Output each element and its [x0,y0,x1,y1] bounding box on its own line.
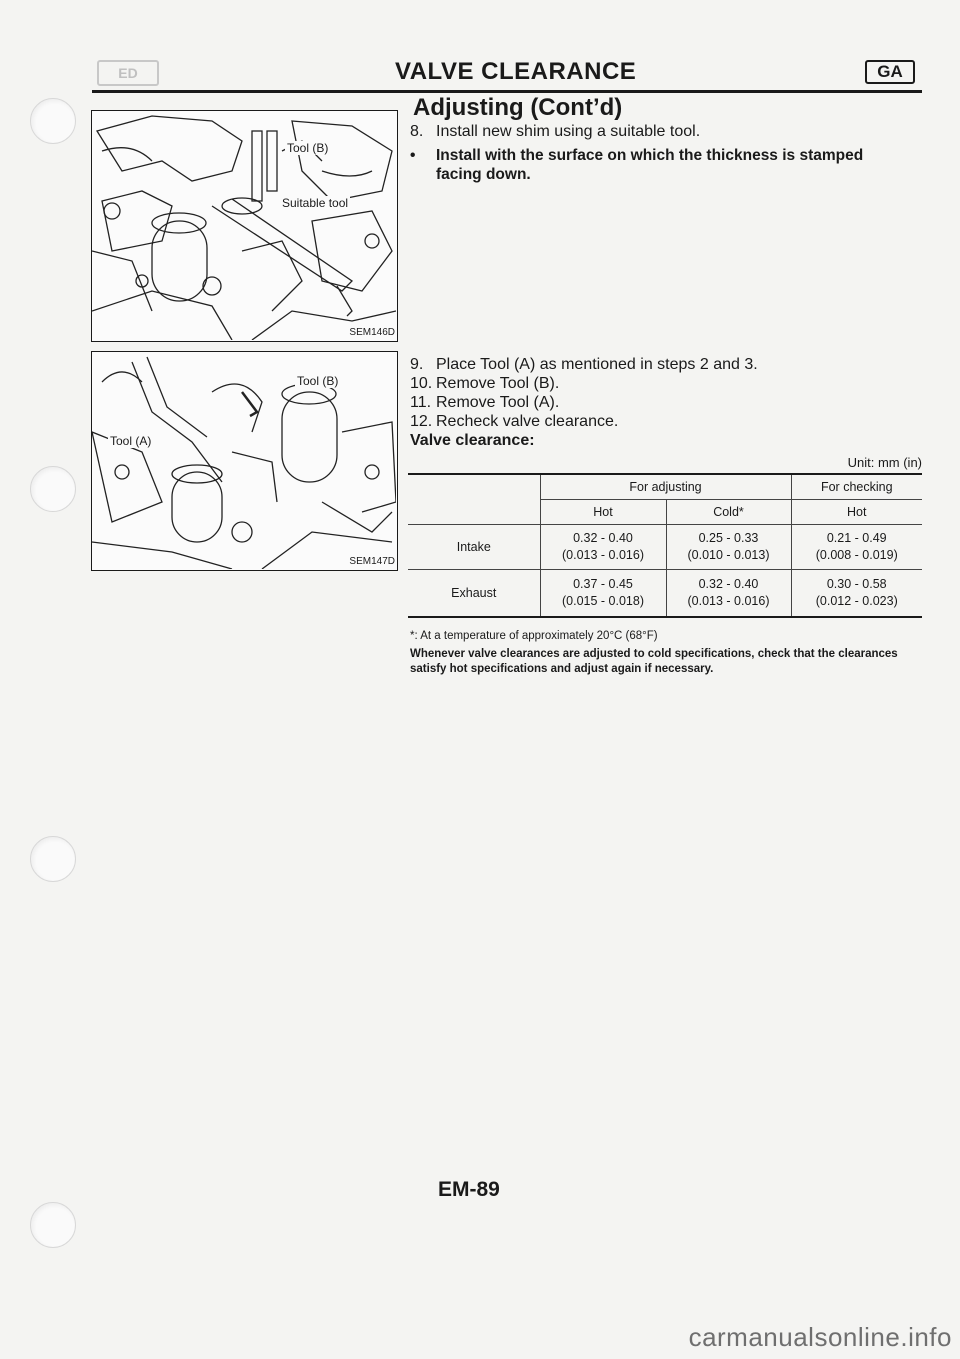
callout-tool-b: Tool (B) [287,141,329,155]
step-9 [410,356,758,374]
page-number: EM-89 [438,1178,500,1201]
cell: 0.30 - 0.58 (0.012 - 0.023) [791,570,922,618]
binder-hole [30,1202,76,1248]
step-11 [410,394,559,412]
step-number: 9. [410,356,424,373]
bullet-text-line2: facing down. [436,166,531,183]
step-number: 12. [410,413,433,430]
valve-clearance-label: Valve clearance: [410,432,535,449]
warning-note: Whenever valve clearances are adjusted to cold specifications, check that the clearances satisfy hot specifications and adjust again if necessary. [410,648,898,675]
table-corner-cell [408,474,540,525]
cell: 0.32 - 0.40 (0.013 - 0.016) [666,570,791,618]
step-12 [410,413,618,431]
figure-code: SEM146D [349,327,395,338]
cell: 0.25 - 0.33 (0.010 - 0.013) [666,525,791,570]
temperature-footnote: *: At a temperature of approximately 20°C (68°F) [410,630,658,642]
section-tag: ED [97,60,159,86]
subheader-hot-checking: Hot [791,500,922,525]
subheader-hot: Hot [540,500,666,525]
table-row [408,525,922,570]
callout-suitable-tool: Suitable tool [282,196,349,210]
step-text: Recheck valve clearance. [436,413,619,430]
step-10 [410,375,559,393]
header-rule [92,90,922,93]
step-number: 11. [410,394,432,411]
binder-hole [30,836,76,882]
bullet-note [410,147,863,165]
row-label-intake: Intake [408,525,540,570]
step-text: Remove Tool (A). [436,394,560,411]
header-for-checking: For checking [791,474,922,500]
figure-remove-tools [91,351,398,571]
figure-code: SEM147D [349,556,395,567]
step-text: Remove Tool (B). [436,375,560,392]
valve-clearance-table [408,473,922,618]
header-for-adjusting: For adjusting [540,474,791,500]
subheader-cold: Cold* [666,500,791,525]
row-label-exhaust: Exhaust [408,570,540,618]
bullet-icon: • [410,147,416,164]
engine-badge: GA [865,60,915,84]
watermark-text: carmanualsonline.info [688,1322,952,1352]
step-number: 10. [410,375,433,392]
step-text: Install new shim using a suitable tool. [436,123,701,140]
bullet-note-cont [436,166,531,184]
cell: 0.32 - 0.40 (0.013 - 0.016) [540,525,666,570]
cell: 0.37 - 0.45 (0.015 - 0.018) [540,570,666,618]
engine-illustration [92,111,396,340]
unit-label: Unit: mm (in) [847,455,922,470]
cell: 0.21 - 0.49 (0.008 - 0.019) [791,525,922,570]
bullet-text-line1: Install with the surface on which the thickness is stamped [436,147,864,164]
table-header-row [408,474,922,500]
engine-illustration [92,352,396,569]
step-text: Place Tool (A) as mentioned in steps 2 and 3. [436,356,758,373]
section-subtitle: Adjusting (Cont’d) [413,94,623,121]
table-row [408,570,922,618]
callout-tool-a: Tool (A) [110,434,152,448]
page-title: VALVE CLEARANCE [395,58,637,85]
callout-tool-b: Tool (B) [297,374,339,388]
step-8 [410,123,700,141]
step-number: 8. [410,123,424,140]
binder-hole [30,466,76,512]
binder-hole [30,98,76,144]
figure-install-shim [91,110,398,342]
